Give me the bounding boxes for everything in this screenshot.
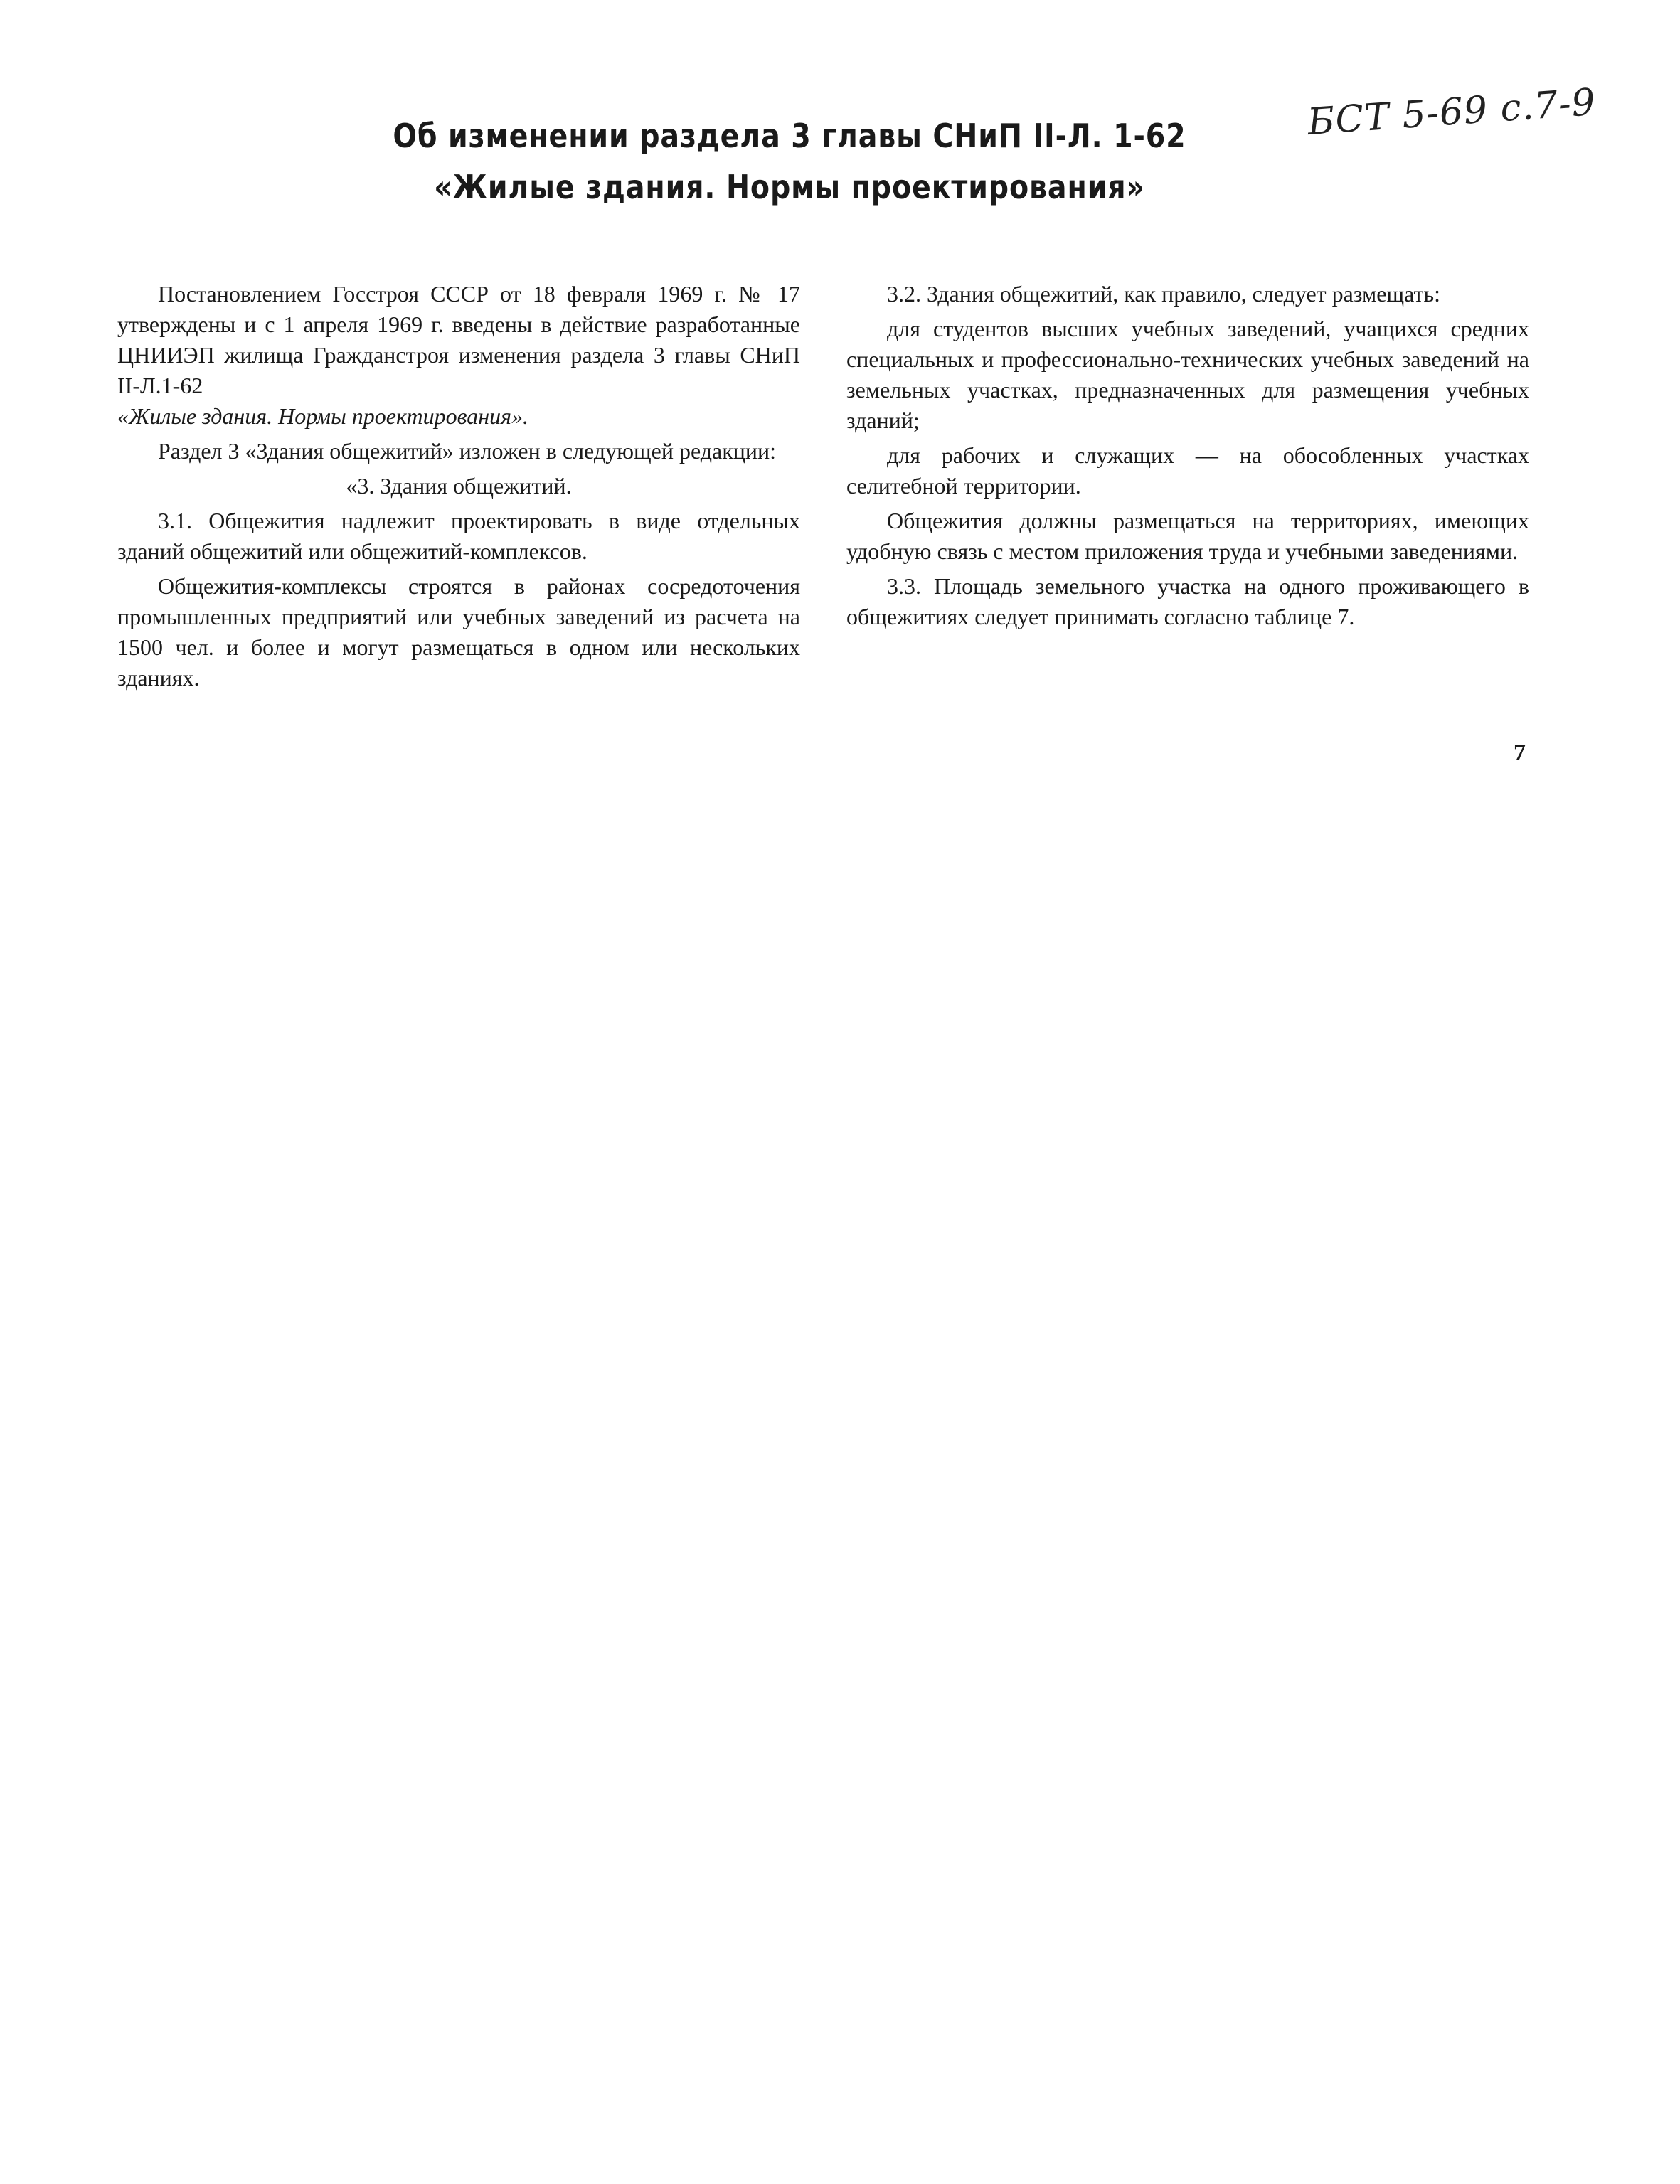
section-heading: «3. Здания общежитий. <box>346 473 572 499</box>
left-column <box>117 279 800 698</box>
clause-3-3: 3.3. Площадь земельного участка на одного проживающего в общежитиях следует принимать согласно таблице 7. <box>846 573 1529 629</box>
page-number: 7 <box>1514 740 1526 766</box>
students-paragraph: для студентов высших учебных заведений, учащихся средних специальных и профессионально-технических учебных заведений на земельных участках, предназначенных для размещения учебных зданий; <box>846 316 1529 433</box>
right-column <box>846 279 1529 636</box>
decree-paragraph: Постановлением Госстроя СССР от 18 февраля 1969 г. № 17 утверждены и с 1 апреля 1969 г. введены в действие разработанные ЦНИИЭП жилища Гражданстроя изменения раздела 3 главы СНиП II-Л.1-62 <box>117 281 800 398</box>
document-title <box>312 110 1267 213</box>
handwritten-note: БСТ 5-69 с.7-9 <box>1306 80 1597 144</box>
clause-3-1: 3.1. Общежития надлежит проектировать в виде отдельных зданий общежитий или общежитий-комплексов. <box>117 508 800 564</box>
title-line-1: Об изменении раздела 3 главы СНиП II-Л. 1-62 <box>393 117 1186 155</box>
decree-title-quote: «Жилые здания. Нормы проектирования». <box>117 403 529 429</box>
complexes-paragraph: Общежития-комплексы строятся в районах сосредоточения промышленных предприятий или учебных заведений из расчета на 1500 чел. и более и могут размещаться в одном или нескольких зданиях. <box>117 573 800 691</box>
territory-paragraph: Общежития должны размещаться на территориях, имеющих удобную связь с местом приложения труда и учебными заведениями. <box>846 508 1529 564</box>
section-intro-paragraph: Раздел 3 «Здания общежитий» изложен в следующей редакции: <box>158 438 777 464</box>
title-line-2: «Жилые здания. Нормы проектирования» <box>434 168 1145 206</box>
workers-paragraph: для рабочих и служащих — на обособленных участках селитебной территории. <box>846 442 1529 499</box>
clause-3-2: 3.2. Здания общежитий, как правило, следует размещать: <box>887 281 1440 307</box>
